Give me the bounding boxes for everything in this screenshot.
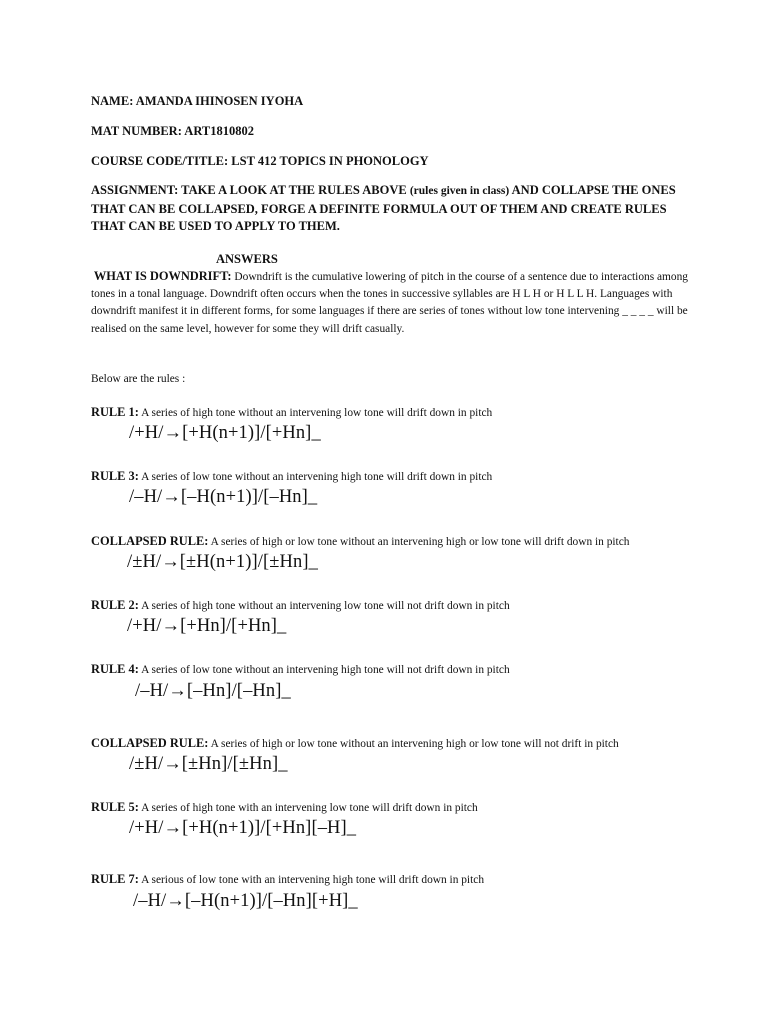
rule-2 <box>91 598 510 613</box>
collapsed-rule-2 <box>91 736 619 751</box>
definition-label: WHAT IS DOWNDRIFT: <box>93 269 232 283</box>
rule-formula: /+H/→[+Hn]/[+Hn]_ <box>127 616 287 636</box>
definition-text: Downdrift is the cumulative lowering of pitch in the course of a sentence due to interactions among tones in a tonal language. Downdrift often occurs when the tones in successive syllables are H L H or H L L H. Languages with downdrift manifest it in different forms, for some languages if there are series of tones without low tone intervening _ _ _ _ will be realised on the same level, however for some they will drift casually. <box>91 271 689 335</box>
rule-label: RULE 1: <box>91 405 139 419</box>
rule-formula: /+H/→[+H(n+1)]/[+Hn][–H]_ <box>129 818 357 838</box>
rule-label: RULE 3: <box>91 469 139 483</box>
rule-formula: /±H/→[±Hn]/[±Hn]_ <box>129 754 288 774</box>
downdrift-definition <box>91 268 691 338</box>
rule-label: RULE 4: <box>91 662 139 676</box>
rule-description: A series of low tone without an intervening high tone will drift down in pitch <box>141 471 493 483</box>
answers-heading: ANSWERS <box>216 252 278 266</box>
assignment-paren: (rules given in class) <box>409 185 510 197</box>
assignment-prefix: ASSIGNMENT: TAKE A LOOK AT THE RULES ABOVE <box>91 183 407 197</box>
rule-description: A series of high or low tone without an intervening high or low tone will drift down in pitch <box>210 536 630 548</box>
rule-label: RULE 7: <box>91 872 139 886</box>
rule-4 <box>91 662 510 677</box>
rule-7 <box>91 872 484 887</box>
rule-label: COLLAPSED RULE: <box>91 534 209 548</box>
course-title: COURSE CODE/TITLE: LST 412 TOPICS IN PHONOLOGY <box>91 154 429 168</box>
rule-label: RULE 2: <box>91 598 139 612</box>
rule-1 <box>91 405 492 420</box>
rule-formula: /±H/→[±H(n+1)]/[±Hn]_ <box>127 552 318 572</box>
rule-description: A series of high tone with an intervening low tone will drift down in pitch <box>141 802 478 814</box>
rule-description: A series of high or low tone without an intervening high or low tone will not drift in pitch <box>210 738 619 750</box>
rules-intro: Below are the rules : <box>91 373 186 385</box>
mat-number: MAT NUMBER: ART1810802 <box>91 124 254 138</box>
rule-formula: /–H/→[–Hn]/[–Hn]_ <box>135 681 291 701</box>
rule-formula: /+H/→[+H(n+1)]/[+Hn]_ <box>129 423 321 443</box>
rule-formula: /–H/→[–H(n+1)]/[–Hn][+H]_ <box>133 891 358 911</box>
rule-label: RULE 5: <box>91 800 139 814</box>
rule-description: A series of high tone without an intervening low tone will not drift down in pitch <box>141 600 510 612</box>
rule-description: A series of high tone without an intervening low tone will drift down in pitch <box>141 407 493 419</box>
rule-label: COLLAPSED RULE: <box>91 736 209 750</box>
rule-description: A series of low tone without an intervening high tone will not drift down in pitch <box>141 664 510 676</box>
rule-formula: /–H/→[–H(n+1)]/[–Hn]_ <box>129 487 318 507</box>
collapsed-rule-1 <box>91 534 629 549</box>
rule-3 <box>91 469 492 484</box>
assignment-rest: AND COLLAPSE THE ONES THAT CAN BE COLLAPSED, FORGE A DEFINITE FORMULA OUT OF THEM AND CREATE RULES THAT CAN BE USED TO APPLY TO THEM. <box>91 183 676 233</box>
rule-5 <box>91 800 478 815</box>
student-name: NAME: AMANDA IHINOSEN IYOHA <box>91 94 304 108</box>
rule-description: A serious of low tone with an intervening high tone will drift down in pitch <box>141 874 485 886</box>
assignment-statement <box>91 182 681 236</box>
